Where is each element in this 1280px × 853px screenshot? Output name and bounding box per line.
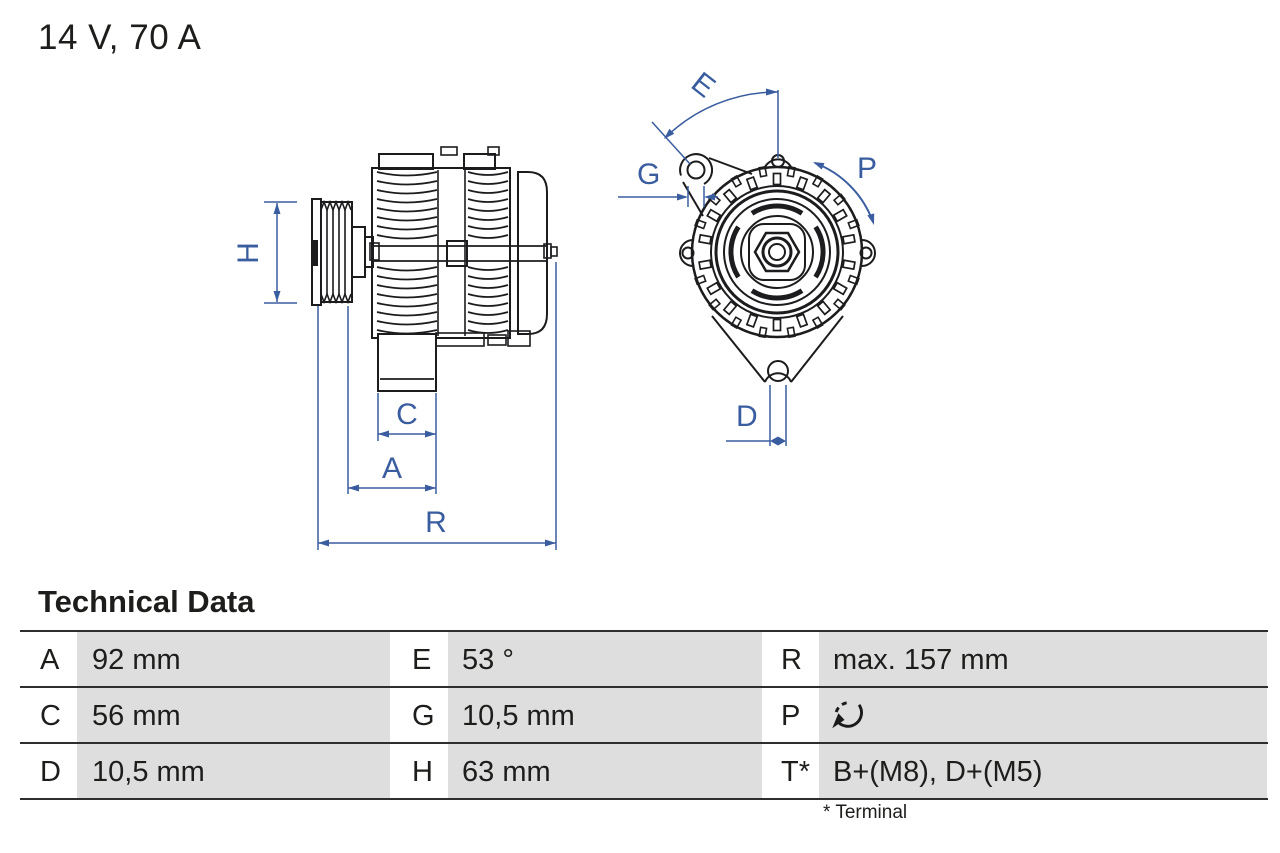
dim-label-r: R <box>425 506 447 539</box>
table-key-r: R <box>781 644 802 676</box>
table-value-d: 10,5 mm <box>92 756 205 788</box>
table-value-a: 92 mm <box>92 644 181 676</box>
table-value-r: max. 157 mm <box>833 644 1009 676</box>
dim-label-g: G <box>637 158 661 191</box>
table-key-h: H <box>412 756 433 788</box>
table-row-divider <box>20 742 1268 744</box>
table-key-d: D <box>40 756 61 788</box>
dim-label-e: E <box>685 66 722 105</box>
table-value-t: B+(M8), D+(M5) <box>833 756 1043 788</box>
dim-label-d: D <box>736 400 758 433</box>
table-value-e: 53 ° <box>462 644 514 676</box>
table-key-p: P <box>781 700 801 732</box>
dim-label-c: C <box>396 398 418 431</box>
table-value-g: 10,5 mm <box>462 700 575 732</box>
technical-data-heading: Technical Data <box>38 584 255 619</box>
table-key-c: C <box>40 700 61 732</box>
table-key-e: E <box>412 644 432 676</box>
terminal-footnote: * Terminal <box>823 802 908 823</box>
page-title: 14 V, 70 A <box>38 18 202 57</box>
table-value-h: 63 mm <box>462 756 551 788</box>
front-view-drawing <box>680 152 878 382</box>
table-value-c: 56 mm <box>92 700 181 732</box>
table-row-divider <box>20 686 1268 688</box>
rotation-direction-icon <box>830 697 868 735</box>
table-key-a: A <box>40 644 60 676</box>
dim-label-a: A <box>381 452 403 485</box>
dim-label-p: P <box>857 152 878 185</box>
table-cell-bg <box>819 688 1267 742</box>
dim-label-h: H <box>232 242 265 264</box>
table-key-t: T* <box>781 756 810 788</box>
table-border-bottom <box>20 798 1268 800</box>
table-key-g: G <box>412 700 435 732</box>
table-border-top <box>20 630 1268 632</box>
